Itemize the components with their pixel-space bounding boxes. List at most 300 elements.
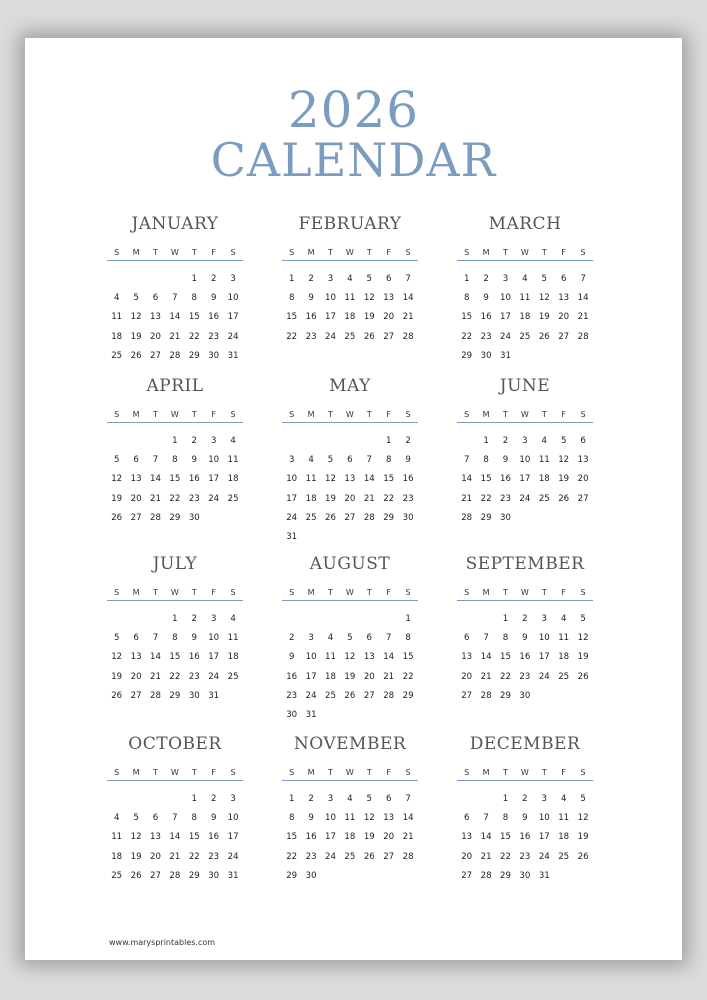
day-cell: 21	[169, 331, 181, 342]
weekday-label: T	[366, 410, 372, 419]
day-cell: 21	[480, 851, 492, 862]
day-cell: 23	[500, 493, 511, 504]
day-cell: 15	[480, 474, 492, 485]
weekday-label: W	[345, 410, 354, 419]
month-name: NOVEMBER	[293, 734, 407, 754]
day-cell: 10	[208, 455, 220, 466]
day-cell: 25	[519, 331, 531, 342]
weekday-label: M	[307, 588, 315, 597]
day-cell: 11	[325, 652, 336, 663]
day-cell: 29	[480, 512, 492, 523]
weekday-label: S	[580, 588, 586, 597]
day-cell: 4	[347, 274, 353, 284]
weekday-label: T	[366, 248, 372, 257]
day-cell: 22	[383, 493, 395, 504]
day-cell: 26	[577, 671, 589, 682]
day-cell: 11	[558, 813, 570, 824]
weekday-label: M	[482, 768, 490, 777]
day-cell: 13	[558, 293, 570, 304]
day-cell: 14	[363, 474, 375, 485]
weekday-label: F	[211, 410, 216, 419]
day-cell: 20	[383, 312, 395, 323]
day-cell: 7	[172, 293, 178, 304]
day-cell: 19	[111, 493, 123, 504]
day-cell: 4	[560, 794, 567, 804]
weekday-rule	[107, 260, 243, 261]
weekday-label: F	[561, 410, 566, 419]
month-name: JUNE	[499, 376, 551, 396]
day-cell: 9	[288, 652, 295, 663]
weekday-label: S	[580, 410, 586, 419]
day-cell: 27	[130, 512, 142, 523]
day-cell: 23	[480, 331, 492, 342]
day-cell: 4	[230, 614, 236, 624]
day-cell: 26	[363, 851, 375, 862]
day-cell: 15	[402, 652, 414, 663]
day-cell: 1	[172, 614, 178, 624]
day-cell: 27	[344, 512, 356, 523]
weekday-label: S	[289, 588, 295, 597]
weekday-label: F	[386, 768, 391, 777]
day-cell: 3	[502, 274, 509, 284]
day-cell: 25	[305, 512, 317, 523]
day-cell: 15	[383, 474, 395, 485]
weekday-label: S	[230, 410, 236, 419]
day-cell: 27	[461, 690, 473, 701]
weekday-label: S	[405, 248, 411, 257]
day-cell: 17	[519, 474, 531, 485]
day-cell: 26	[558, 493, 570, 504]
day-cell: 10	[538, 813, 550, 824]
weekday-label: S	[464, 588, 470, 597]
weekday-label: S	[580, 248, 586, 257]
day-cell: 3	[210, 436, 217, 446]
weekday-label: W	[520, 410, 529, 419]
day-cell: 29	[500, 690, 511, 701]
day-cell: 24	[227, 331, 239, 342]
day-cell: 15	[286, 832, 298, 843]
day-cell: 20	[461, 851, 473, 862]
day-cell: 24	[208, 493, 220, 504]
day-cell: 24	[208, 671, 220, 682]
day-cell: 21	[461, 493, 473, 504]
day-cell: 30	[402, 512, 414, 523]
day-cell: 23	[208, 331, 220, 342]
day-cell: 8	[502, 633, 509, 644]
day-cell: 8	[191, 813, 198, 824]
day-cell: 30	[208, 870, 220, 881]
day-cell: 2	[210, 274, 217, 284]
day-cell: 11	[538, 455, 550, 466]
title-word: CALENDAR	[210, 133, 497, 187]
day-cell: 27	[577, 493, 589, 504]
day-cell: 2	[483, 274, 489, 284]
day-cell: 28	[402, 331, 414, 342]
day-cell: 29	[383, 512, 395, 523]
day-cell: 12	[130, 312, 142, 323]
day-cell: 16	[188, 474, 200, 485]
day-cell: 12	[344, 652, 356, 663]
weekday-label: T	[191, 768, 197, 777]
weekday-label: T	[153, 588, 158, 597]
day-cell: 5	[541, 274, 548, 284]
day-cell: 17	[208, 474, 220, 485]
day-cell: 12	[363, 813, 375, 824]
day-cell: 26	[111, 690, 123, 701]
weekday-header	[282, 767, 418, 779]
weekday-label: M	[482, 588, 490, 597]
day-cell: 18	[227, 652, 239, 663]
day-cell: 28	[480, 690, 492, 701]
day-cell: 17	[227, 312, 239, 323]
day-cell: 2	[191, 614, 198, 624]
day-cell: 30	[480, 350, 492, 361]
weekday-label: S	[230, 768, 236, 777]
day-cell: 19	[538, 312, 550, 323]
weekday-rule	[107, 780, 243, 781]
weekday-label: T	[541, 410, 547, 419]
day-cell: 27	[150, 350, 161, 361]
weekday-label: M	[132, 588, 140, 597]
weekday-label: S	[289, 410, 295, 419]
weekday-rule	[282, 422, 418, 423]
weekday-label: W	[170, 248, 179, 257]
day-cell: 24	[500, 331, 511, 342]
day-cell: 11	[111, 312, 123, 323]
day-cell: 25	[538, 493, 550, 504]
weekday-label: T	[328, 410, 333, 419]
day-cell: 6	[152, 813, 159, 824]
weekday-label: S	[464, 768, 470, 777]
day-cell: 20	[461, 671, 473, 682]
weekday-label: T	[191, 248, 197, 257]
day-cell: 17	[208, 652, 220, 663]
day-cell: 27	[461, 870, 473, 881]
day-cell: 18	[305, 493, 317, 504]
day-cell: 29	[188, 350, 200, 361]
day-cell: 26	[111, 512, 123, 523]
weekday-label: T	[153, 248, 158, 257]
day-cell: 9	[483, 293, 489, 304]
day-cell: 28	[480, 870, 492, 881]
day-cell: 17	[325, 832, 336, 843]
day-cell: 11	[111, 832, 123, 843]
weekday-label: T	[503, 410, 508, 419]
day-cell: 1	[385, 436, 392, 446]
weekday-rule	[282, 600, 418, 601]
weekday-label: W	[520, 248, 529, 257]
day-cell: 29	[402, 690, 414, 701]
day-cell: 7	[152, 633, 159, 644]
day-cell: 16	[519, 652, 531, 663]
day-cell: 9	[191, 455, 198, 466]
day-cell: 14	[402, 813, 414, 824]
day-cell: 14	[383, 652, 395, 663]
day-cell: 1	[288, 274, 295, 284]
day-cell: 4	[113, 813, 120, 824]
day-cell: 7	[483, 813, 489, 824]
day-cell: 27	[383, 331, 395, 342]
day-cell: 31	[500, 350, 511, 361]
day-cell: 8	[502, 813, 509, 824]
day-cell: 15	[188, 832, 200, 843]
day-cell: 5	[113, 455, 120, 466]
day-cell: 8	[288, 813, 295, 824]
day-cell: 7	[366, 455, 373, 466]
day-cell: 21	[150, 671, 161, 682]
day-cell: 31	[227, 350, 239, 361]
weekday-label: S	[405, 588, 411, 597]
day-cell: 23	[286, 690, 298, 701]
day-cell: 1	[191, 794, 198, 804]
day-cell: 10	[500, 293, 511, 304]
weekday-label: M	[132, 248, 140, 257]
day-cell: 28	[577, 331, 589, 342]
day-cell: 1	[502, 614, 509, 624]
weekday-label: T	[328, 588, 333, 597]
day-cell: 7	[483, 633, 489, 644]
weekday-label: W	[345, 768, 354, 777]
day-cell: 2	[522, 794, 528, 804]
day-cell: 26	[577, 851, 589, 862]
day-cell: 8	[385, 455, 392, 466]
day-cell: 9	[308, 293, 314, 304]
footer-url: www.marysprintables.com	[109, 938, 216, 947]
weekday-label: S	[230, 248, 236, 257]
day-cell: 5	[366, 274, 373, 284]
day-cell: 12	[325, 474, 336, 485]
day-cell: 29	[286, 870, 298, 881]
day-cell: 4	[308, 455, 314, 466]
day-cell: 18	[538, 474, 550, 485]
month-name: MARCH	[488, 214, 562, 234]
day-cell: 31	[208, 690, 220, 701]
day-cell: 16	[519, 832, 531, 843]
day-cell: 12	[130, 832, 142, 843]
day-cell: 18	[227, 474, 239, 485]
day-cell: 16	[500, 474, 511, 485]
day-cell: 6	[385, 794, 392, 804]
day-cell: 10	[305, 652, 317, 663]
weekday-header	[282, 247, 418, 259]
calendar-page	[25, 38, 682, 960]
weekday-label: M	[307, 768, 315, 777]
day-cell: 9	[522, 633, 528, 644]
day-cell: 23	[305, 851, 317, 862]
weekday-label: F	[386, 588, 391, 597]
day-cell: 12	[111, 474, 123, 485]
day-cell: 15	[461, 312, 473, 323]
weekday-label: S	[289, 768, 295, 777]
day-cell: 22	[169, 671, 181, 682]
weekday-header	[457, 587, 593, 599]
day-cell: 12	[538, 293, 550, 304]
day-cell: 20	[130, 671, 142, 682]
day-cell: 29	[169, 690, 181, 701]
day-cell: 30	[188, 512, 200, 523]
weekday-label: T	[366, 588, 372, 597]
day-cell: 4	[560, 614, 567, 624]
weekday-label: T	[541, 248, 547, 257]
day-cell: 17	[286, 493, 298, 504]
day-cell: 13	[461, 832, 473, 843]
day-cell: 21	[402, 312, 414, 323]
day-cell: 16	[208, 832, 220, 843]
weekday-label: T	[503, 588, 508, 597]
weekday-label: W	[170, 588, 179, 597]
day-cell: 23	[188, 493, 200, 504]
day-cell: 3	[522, 436, 528, 446]
day-cell: 30	[519, 870, 531, 881]
day-cell: 13	[461, 652, 473, 663]
day-cell: 26	[363, 331, 375, 342]
day-cell: 5	[580, 614, 586, 624]
weekday-label: W	[520, 588, 529, 597]
day-cell: 11	[227, 633, 239, 644]
day-cell: 19	[130, 851, 142, 862]
weekday-rule	[282, 260, 418, 261]
day-cell: 19	[344, 671, 356, 682]
weekday-rule	[457, 260, 593, 261]
month-name: FEBRUARY	[298, 214, 402, 234]
day-cell: 30	[188, 690, 200, 701]
day-cell: 31	[538, 870, 550, 881]
day-cell: 30	[305, 870, 317, 881]
month-name: AUGUST	[309, 554, 391, 574]
weekday-label: T	[541, 588, 547, 597]
day-cell: 19	[363, 832, 375, 843]
day-cell: 21	[383, 671, 395, 682]
day-cell: 10	[325, 293, 336, 304]
day-cell: 29	[461, 350, 473, 361]
day-cell: 7	[385, 633, 392, 644]
day-cell: 11	[344, 813, 356, 824]
weekday-label: T	[191, 588, 197, 597]
day-cell: 17	[538, 832, 550, 843]
day-cell: 8	[405, 633, 411, 644]
weekday-label: T	[328, 768, 333, 777]
day-cell: 28	[383, 690, 395, 701]
day-cell: 28	[150, 690, 161, 701]
day-cell: 12	[577, 633, 589, 644]
day-cell: 24	[538, 851, 550, 862]
day-cell: 2	[210, 794, 217, 804]
weekday-label: S	[114, 768, 120, 777]
day-cell: 19	[130, 331, 142, 342]
day-cell: 28	[169, 870, 181, 881]
day-cell: 8	[463, 293, 470, 304]
weekday-label: F	[386, 410, 391, 419]
day-cell: 18	[111, 851, 123, 862]
day-cell: 14	[150, 652, 161, 663]
weekday-label: S	[464, 248, 470, 257]
day-cell: 22	[461, 331, 473, 342]
weekday-header	[107, 409, 243, 421]
day-cell: 14	[169, 312, 181, 323]
month-name: JULY	[152, 554, 198, 574]
day-cell: 10	[538, 633, 550, 644]
day-cell: 1	[288, 794, 295, 804]
day-cell: 2	[308, 274, 314, 284]
weekday-label: S	[289, 248, 295, 257]
day-cell: 5	[560, 436, 567, 446]
day-cell: 29	[500, 870, 511, 881]
day-cell: 20	[383, 832, 395, 843]
day-cell: 16	[480, 312, 492, 323]
weekday-label: F	[211, 768, 216, 777]
day-cell: 17	[325, 312, 336, 323]
day-cell: 9	[210, 293, 217, 304]
day-cell: 3	[288, 455, 295, 466]
day-cell: 8	[191, 293, 198, 304]
day-cell: 26	[130, 350, 142, 361]
weekday-header	[107, 587, 243, 599]
day-cell: 4	[327, 633, 334, 644]
weekday-header	[457, 409, 593, 421]
weekday-label: S	[405, 410, 411, 419]
day-cell: 4	[113, 293, 120, 304]
day-cell: 2	[522, 614, 528, 624]
day-cell: 28	[169, 350, 181, 361]
day-cell: 18	[558, 832, 570, 843]
day-cell: 15	[500, 832, 511, 843]
day-cell: 31	[286, 532, 298, 542]
day-cell: 25	[344, 331, 356, 342]
weekday-label: W	[170, 410, 179, 419]
day-cell: 25	[344, 851, 356, 862]
day-cell: 18	[558, 652, 570, 663]
month-name: OCTOBER	[128, 734, 222, 754]
day-cell: 25	[111, 870, 123, 881]
day-cell: 6	[385, 274, 392, 284]
weekday-label: F	[211, 248, 216, 257]
day-cell: 5	[133, 293, 139, 304]
day-cell: 4	[541, 436, 548, 446]
day-cell: 17	[305, 671, 317, 682]
day-cell: 17	[538, 652, 550, 663]
day-cell: 28	[150, 512, 161, 523]
day-cell: 7	[172, 813, 178, 824]
weekday-header	[282, 587, 418, 599]
day-cell: 3	[230, 274, 236, 284]
day-cell: 24	[286, 512, 298, 523]
day-cell: 22	[188, 851, 200, 862]
day-cell: 22	[169, 493, 181, 504]
weekday-header	[107, 247, 243, 259]
day-cell: 20	[363, 671, 375, 682]
day-cell: 15	[169, 474, 181, 485]
day-cell: 19	[577, 832, 589, 843]
day-cell: 22	[500, 851, 511, 862]
day-cell: 14	[480, 832, 492, 843]
day-cell: 1	[463, 274, 470, 284]
day-cell: 1	[191, 274, 198, 284]
day-cell: 21	[363, 493, 375, 504]
day-cell: 5	[580, 794, 586, 804]
weekday-label: T	[541, 768, 547, 777]
weekday-rule	[107, 600, 243, 601]
weekday-label: M	[132, 768, 140, 777]
weekday-label: M	[132, 410, 140, 419]
day-cell: 7	[580, 274, 586, 284]
day-cell: 13	[130, 474, 142, 485]
day-cell: 14	[480, 652, 492, 663]
day-cell: 25	[325, 690, 336, 701]
day-cell: 12	[577, 813, 589, 824]
day-cell: 9	[308, 813, 314, 824]
day-cell: 31	[305, 710, 317, 720]
day-cell: 22	[402, 671, 414, 682]
